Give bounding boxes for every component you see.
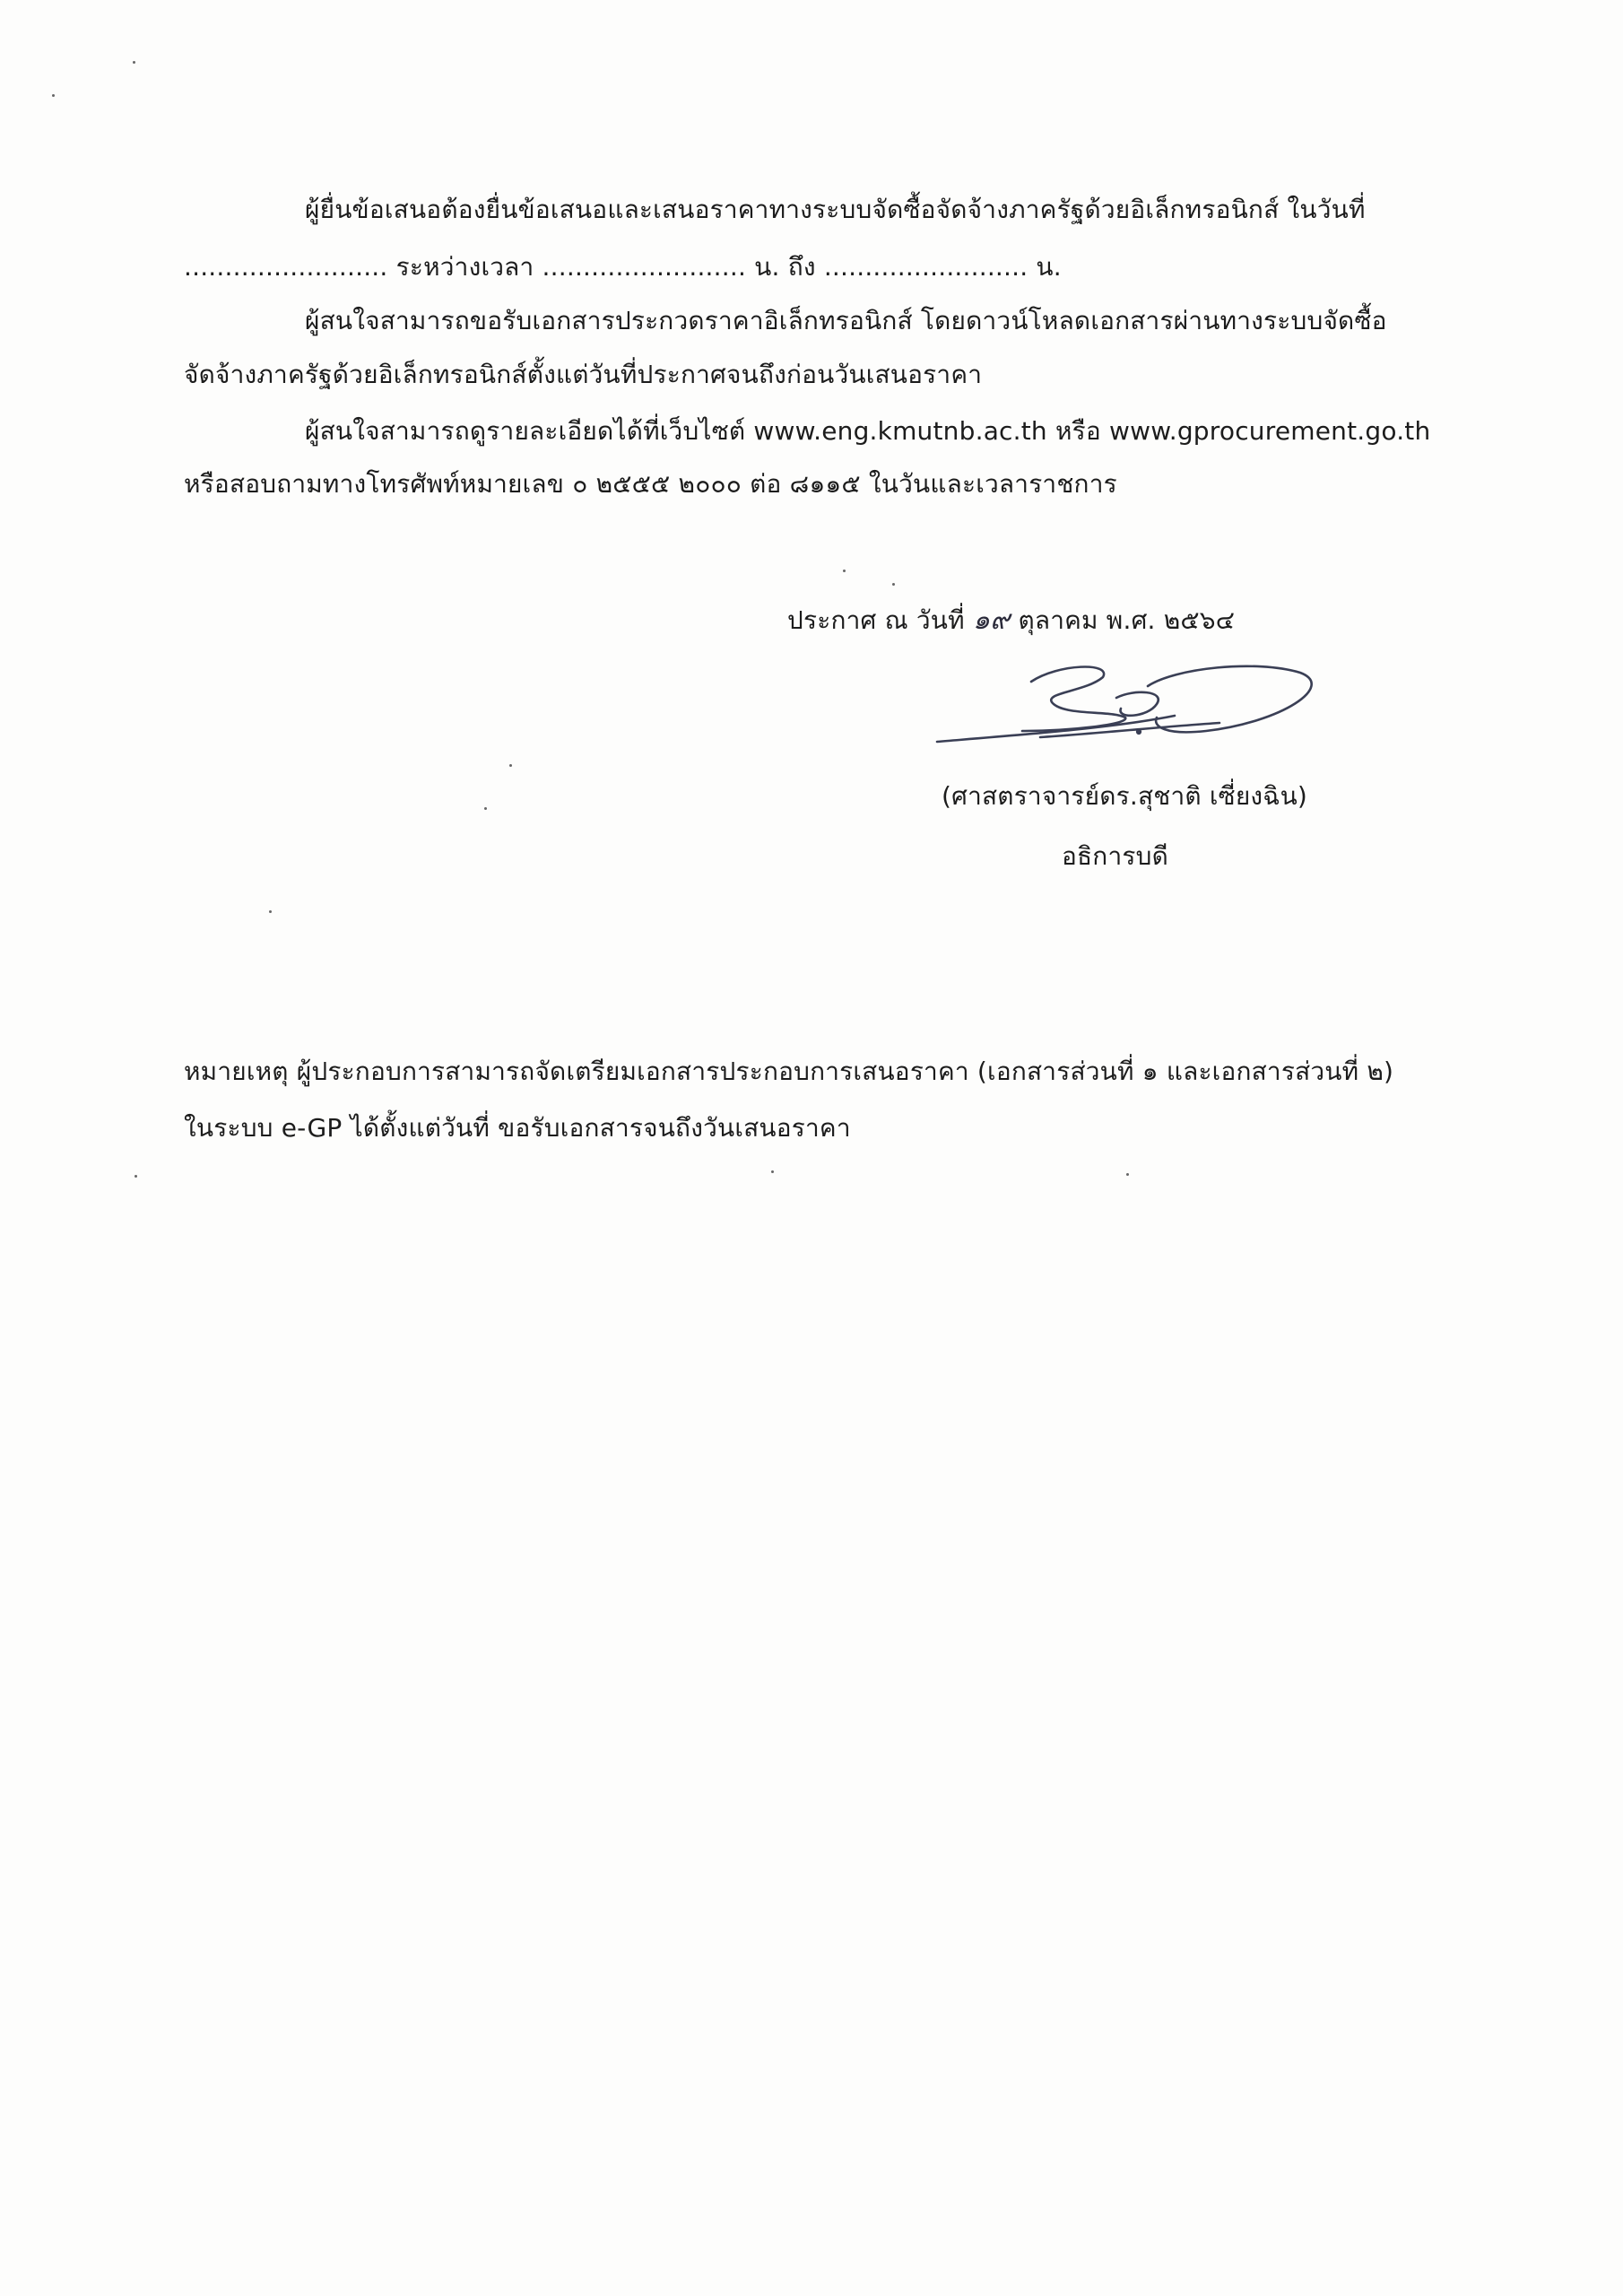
scan-speck xyxy=(135,1175,137,1178)
submission-paragraph-line-1: ผู้ยื่นข้อเสนอต้องยื่นข้อเสนอและเสนอราคาทางระบบจัดซื้อจัดจ้างภาครัฐด้วยอิเล็กทรอนิกส์ ในวันที่ xyxy=(305,195,1366,224)
scan-speck xyxy=(843,570,846,572)
scan-speck xyxy=(133,61,135,64)
scan-speck xyxy=(52,94,55,97)
handwritten-signature xyxy=(933,646,1327,762)
scan-speck xyxy=(484,807,487,810)
scan-speck xyxy=(771,1170,774,1173)
announcement-date xyxy=(787,603,1235,639)
remark-line-2: ในระบบ e-GP ได้ตั้งแต่วันที่ ขอรับเอกสารจนถึงวันเสนอราคา xyxy=(184,1113,851,1143)
signatory-title: อธิการบดี xyxy=(1062,841,1168,871)
remark-line-1: หมายเหตุ ผู้ประกอบการสามารถจัดเตรียมเอกสารประกอบการเสนอราคา (เอกสารส่วนที่ ๑ และเอกสารส่วนที่ ๒) xyxy=(184,1057,1394,1086)
download-paragraph-line-1: ผู้สนใจสามารถขอรับเอกสารประกวดราคาอิเล็กทรอนิกส์ โดยดาวน์โหลดเอกสารผ่านทางระบบจัดซื้อ xyxy=(305,306,1387,335)
handwritten-day: ๑๙ xyxy=(972,604,1011,636)
contact-paragraph-line-1: ผู้สนใจสามารถดูรายละเอียดได้ที่เว็บไซต์ www.eng.kmutnb.ac.th หรือ www.gprocurement.go.th xyxy=(305,416,1431,446)
contact-paragraph-line-2: หรือสอบถามทางโทรศัพท์หมายเลข ๐ ๒๕๕๕ ๒๐๐๐ ต่อ ๘๑๑๕ ในวันและเวลาราชการ xyxy=(184,469,1117,499)
scan-speck xyxy=(269,910,272,913)
scan-speck xyxy=(892,583,895,586)
submission-paragraph-line-2: ......................... ระหว่างเวลา ......................... น. ถึง ......................... น. xyxy=(184,252,1062,282)
scan-speck xyxy=(1126,1173,1129,1176)
download-paragraph-line-2: จัดจ้างภาครัฐด้วยอิเล็กทรอนิกส์ตั้งแต่วันที่ประกาศจนถึงก่อนวันเสนอราคา xyxy=(184,360,983,389)
scan-speck xyxy=(509,764,512,767)
signatory-name: (ศาสตราจารย์ดร.สุชาติ เซี่ยงฉิน) xyxy=(942,781,1308,811)
date-suffix: ตุลาคม พ.ศ. ๒๕๖๔ xyxy=(1018,605,1236,635)
date-prefix: ประกาศ ณ วันที่ xyxy=(787,605,965,635)
